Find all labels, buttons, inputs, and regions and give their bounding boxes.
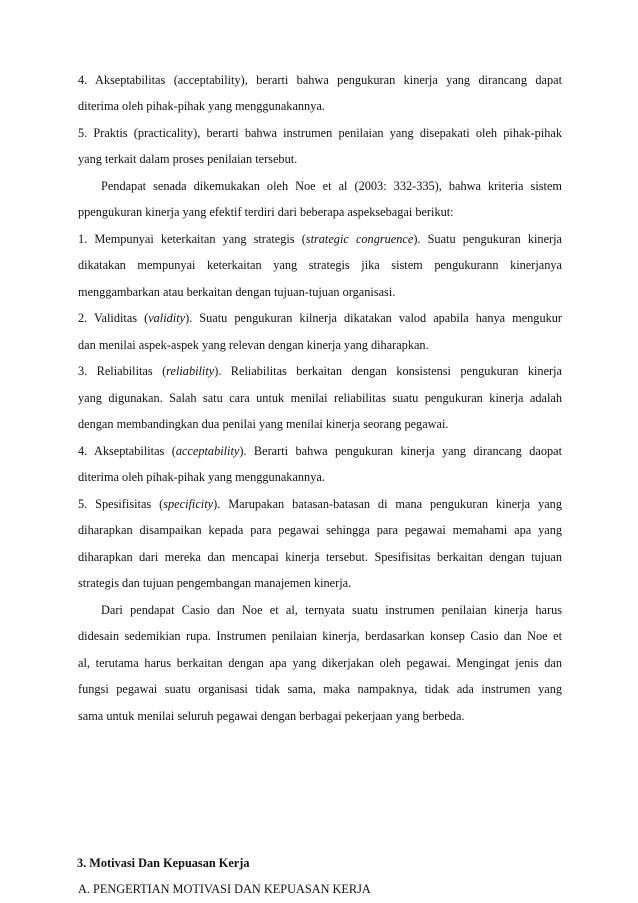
english-term: validity bbox=[148, 311, 186, 325]
text-line: dengan membandingkan dua penilai yang menilai kinerja seorang pegawai. bbox=[78, 417, 449, 431]
paragraph-first-line: Pendapat senada dikemukakan oleh Noe et al (2003: 332-335), bahwa kriteria sistem bbox=[101, 179, 562, 193]
text-line: diharapkan dari mereka dan mencapai kinerja tersebut. Spesifisitas berkaitan dengan tujuan bbox=[78, 550, 562, 564]
text-line: al, terutama harus berkaitan dengan apa yang dikerjakan oleh pegawai. Mengingat jenis dan bbox=[78, 656, 562, 670]
text-line: 4. Akseptabilitas (acceptability). Berarti bahwa pengukuran kinerja yang dirancang daopat bbox=[78, 444, 562, 458]
paragraph-first-line: Dari pendapat Casio dan Noe et al, ternyata suatu instrumen penilaian kinerja harus bbox=[101, 603, 562, 617]
english-term: acceptability bbox=[175, 444, 240, 458]
english-term: specificity bbox=[163, 497, 214, 511]
text-line: diterima oleh pihak-pihak yang menggunakannya. bbox=[78, 99, 325, 113]
text-line: fungsi pegawai suatu organisasi tidak sama, maka nampaknya, tidak ada instrumen yang bbox=[78, 682, 562, 696]
text-line: menggambarkan atau berkaitan dengan tujuan-tujuan organisasi. bbox=[78, 285, 396, 299]
subsection-heading: A. PENGERTIAN MOTIVASI DAN KEPUASAN KERJA bbox=[78, 882, 371, 896]
section-heading: 3. Motivasi Dan Kepuasan Kerja bbox=[77, 856, 250, 870]
english-term: strategic congruence bbox=[305, 232, 414, 246]
text-line: diharapkan disampaikan kepada para pegawai sehingga para pegawai memahami apa yang bbox=[78, 523, 562, 537]
text-line: yang digunakan. Salah satu cara untuk menilai reliabilitas suatu pengukuran kinerja adalah bbox=[78, 391, 562, 405]
text-line: didesain sedemikian rupa. Instrumen penilaian kinerja, berdasarkan konsep Casio dan Noe et bbox=[78, 629, 562, 643]
text-line: 3. Reliabilitas (reliability). Reliabilitas berkaitan dengan konsistensi pengukuran kinerja bbox=[78, 364, 562, 378]
text-line: yang terkait dalam proses penilaian tersebut. bbox=[78, 152, 298, 166]
text-line: 4. Akseptabilitas (acceptability), berarti bahwa pengukuran kinerja yang dirancang dapat bbox=[78, 73, 562, 87]
text-line: diterima oleh pihak-pihak yang menggunakannya. bbox=[78, 470, 325, 484]
text-line: dan menilai aspek-aspek yang relevan dengan kinerja yang diharapkan. bbox=[78, 338, 429, 352]
text-line: 5. Spesifisitas (specificity). Marupakan batasan-batasan di mana pengukuran kinerja yang bbox=[78, 497, 562, 511]
text-line: 1. Mempunyai keterkaitan yang strategis (strategic congruence). Suatu pengukuran kinerja bbox=[78, 232, 563, 246]
text-line: dikatakan mempunyai keterkaitan yang strategis jika sistem pengukurann kinerjanya bbox=[78, 258, 562, 272]
text-line: ppengukuran kinerja yang efektif terdiri dari beberapa aspeksebagai berikut: bbox=[78, 205, 454, 219]
text-line: sama untuk menilai seluruh pegawai dengan berbagai pekerjaan yang berbeda. bbox=[78, 709, 465, 723]
text-line: strategis dan tujuan pengembangan manajemen kinerja. bbox=[78, 576, 352, 590]
text-line: 5. Praktis (practicality), berarti bahwa instrumen penilaian yang disepakati oleh pihak-pihak bbox=[78, 126, 562, 140]
text-line: 2. Validitas (validity). Suatu pengukuran kilnerja dikatakan valod apabila hanya mengukur bbox=[78, 311, 562, 325]
english-term: reliability bbox=[166, 364, 215, 378]
